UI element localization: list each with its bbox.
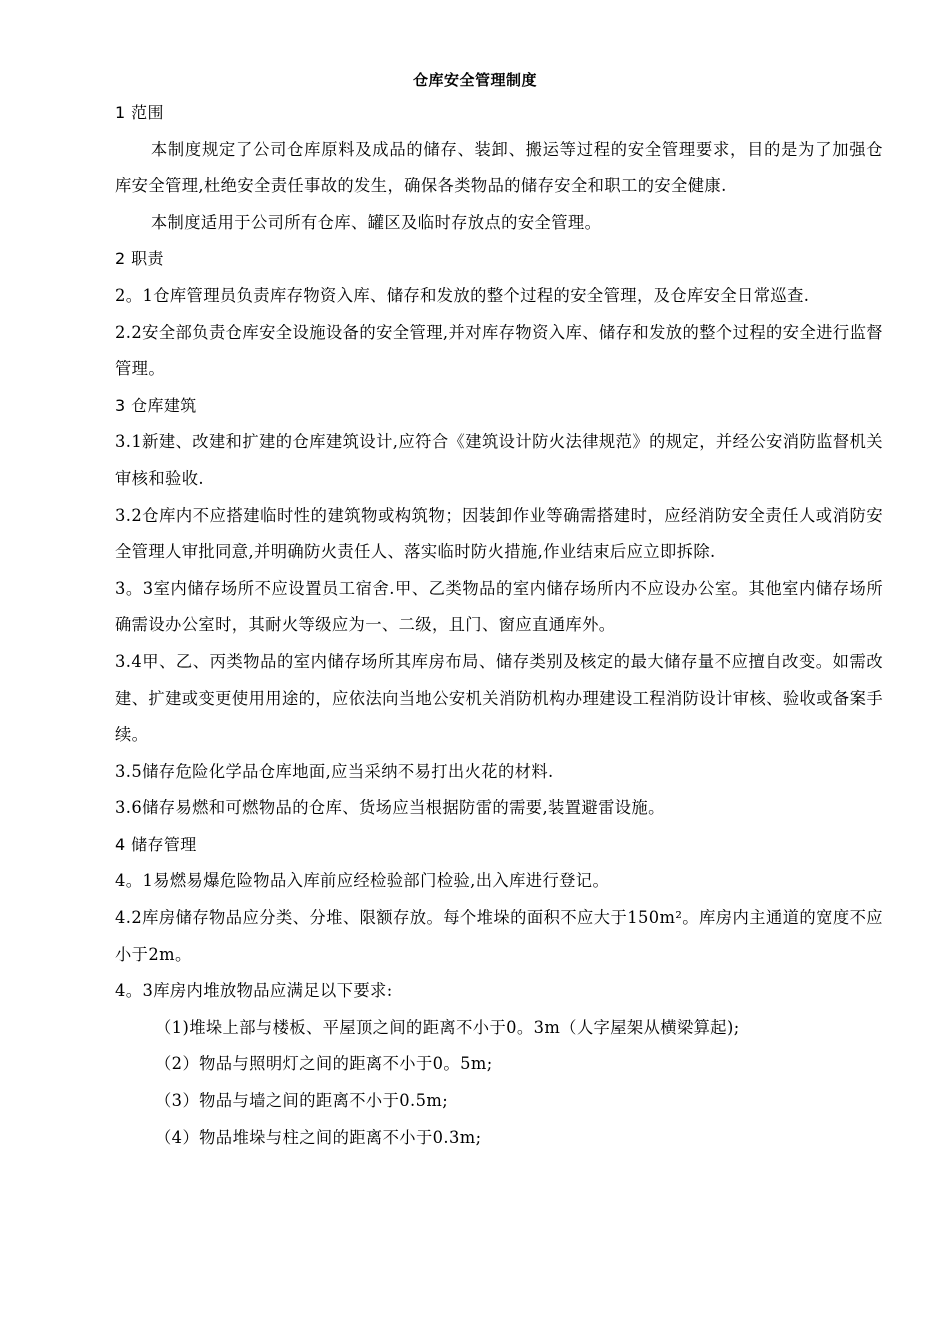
paragraph: 3。3室内储存场所不应设置员工宿舍.甲、乙类物品的室内储存场所内不应设办公室。其他室内储存场所确需设办公室时，其耐火等级应为一、二级，且门、窗应直通库外。	[115, 578, 883, 635]
list-item: （4）物品堆垛与柱之间的距离不小于0.3m;	[155, 1127, 482, 1147]
paragraph: 本制度规定了公司仓库原料及成品的储存、装卸、搬运等过程的安全管理要求，目的是为了加强仓库安全管理,杜绝安全责任事故的发生，确保各类物品的储存安全和职工的安全健康.	[115, 139, 883, 196]
paragraph: 2.2安全部负责仓库安全设施设备的安全管理,并对库存物资入库、储存和发放的整个过程的安全进行监督管理。	[115, 322, 883, 379]
paragraph: 3.4甲、乙、丙类物品的室内储存场所其库房布局、储存类别及核定的最大储存量不应擅自改变。如需改建、扩建或变更使用用途的，应依法向当地公安机关消防机构办理建设工程消防设计审核、验收或备案手续。	[115, 651, 883, 745]
document-title: 仓库安全管理制度	[412, 71, 537, 89]
section-heading-duties: 2 职责	[115, 249, 164, 269]
section-heading-scope: 1 范围	[115, 103, 164, 122]
paragraph: 3.5储存危险化学品仓库地面,应当采纳不易打出火花的材料.	[115, 761, 554, 781]
paragraph: 2。1仓库管理员负责库存物资入库、储存和发放的整个过程的安全管理，及仓库安全日常巡查.	[115, 285, 810, 305]
paragraph: 4。1易燃易爆危险物品入库前应经检验部门检验,出入库进行登记。	[115, 871, 610, 891]
paragraph: 本制度适用于公司所有仓库、罐区及临时存放点的安全管理。	[150, 212, 602, 232]
list-item: （3）物品与墙之间的距离不小于0.5m;	[155, 1091, 449, 1111]
paragraph: 4.2库房储存物品应分类、分堆、限额存放。每个堆垛的面积不应大于150m²。库房内主通道的宽度不应小于2m。	[115, 908, 883, 964]
section-heading-storage: 4 储存管理	[115, 834, 197, 854]
paragraph: 3.6储存易燃和可燃物品的仓库、货场应当根据防雷的需要,装置避雷设施。	[115, 798, 665, 818]
list-item: （1)堆垛上部与楼板、平屋顶之间的距离不小于0。3m（人字屋架从横梁算起);	[155, 1017, 740, 1037]
paragraph: 3.1新建、改建和扩建的仓库建筑设计,应符合《建筑设计防火法律规范》的规定，并经公安消防监督机关审核和验收.	[115, 432, 883, 488]
paragraph: 3.2仓库内不应搭建临时性的建筑物或构筑物；因装卸作业等确需搭建时，应经消防安全责任人或消防安全管理人审批同意,并明确防火责任人、落实临时防火措施,作业结束后应立即拆除.	[115, 505, 883, 562]
list-item: （2）物品与照明灯之间的距离不小于0。5m;	[155, 1054, 493, 1074]
paragraph: 4。3库房内堆放物品应满足以下要求:	[115, 981, 393, 1001]
document-body	[115, 95, 883, 1156]
section-heading-building: 3 仓库建筑	[115, 395, 197, 415]
